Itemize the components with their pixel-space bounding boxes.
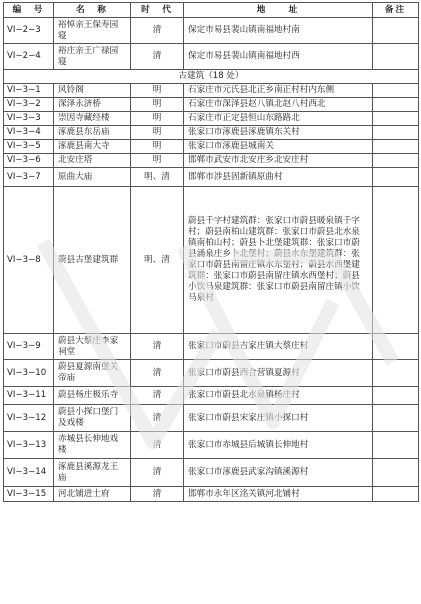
relic-note [373, 44, 419, 70]
relic-name: 涿鹿县南大寺 [54, 140, 131, 154]
relic-name: 裕庄亲王广禄园寝 [54, 44, 131, 70]
relic-name: 深泽永济桥 [54, 98, 131, 112]
relic-note [373, 98, 419, 112]
relic-address: 张家口市赤城县后城镇长伸地村 [184, 432, 373, 459]
table-row [4, 360, 419, 387]
relic-code: VI−3−1 [4, 84, 54, 98]
relic-era: 明 [131, 140, 184, 154]
relic-name: 蔚县夏源南堡关帝庙 [54, 360, 131, 387]
relic-era: 清 [131, 44, 184, 70]
relic-address: 邯郸市武安市北安庄乡北安庄村 [184, 154, 373, 168]
relic-address: 张家口市蔚县吉家庄镇大蔡庄村 [184, 334, 373, 360]
section-header-row [4, 70, 419, 84]
relic-name: 崇因寺藏经楼 [54, 112, 131, 126]
relic-era: 明、清 [131, 187, 184, 334]
relic-note [373, 112, 419, 126]
relic-era: 明 [131, 154, 184, 168]
table-row [4, 84, 419, 98]
relic-era: 清 [131, 334, 184, 360]
table-row [4, 405, 419, 432]
relic-era: 明 [131, 126, 184, 140]
relic-note [373, 432, 419, 459]
table-row [4, 459, 419, 487]
relic-note [373, 459, 419, 487]
relic-code: VI−3−9 [4, 334, 54, 360]
relic-note [373, 360, 419, 387]
relic-code: VI−3−5 [4, 140, 54, 154]
relic-name: 涿鹿县东岳庙 [54, 126, 131, 140]
relic-era: 明 [131, 84, 184, 98]
relic-name: 裕悼亲王保寿园寝 [54, 18, 131, 44]
header-code: 编 号 [4, 3, 54, 18]
relic-address: 张家口市蔚县宋家庄镇小探口村 [184, 405, 373, 432]
table-header-row [4, 3, 419, 18]
header-address: 地 址 [184, 3, 373, 18]
relic-code: VI−3−2 [4, 98, 54, 112]
relic-address: 石家庄市深泽县赵八镇北赵八村西北 [184, 98, 373, 112]
relic-era: 清 [131, 387, 184, 405]
relic-note [373, 334, 419, 360]
relic-name: 赤城县长伸地戏楼 [54, 432, 131, 459]
relic-code: VI−3−6 [4, 154, 54, 168]
relic-note [373, 18, 419, 44]
relic-code: VI−3−8 [4, 187, 54, 334]
relic-code: VI−3−12 [4, 405, 54, 432]
relic-address: 张家口市蔚县北水泉镇杨庄村 [184, 387, 373, 405]
relic-name: 蔚县大蔡庄李家祠堂 [54, 334, 131, 360]
relic-name: 北安庄塔 [54, 154, 131, 168]
relic-address: 邯郸市永年区洺关镇河北铺村 [184, 487, 373, 502]
table-row [4, 387, 419, 405]
relic-era: 清 [131, 405, 184, 432]
table-row [4, 126, 419, 140]
relic-code: VI−3−7 [4, 168, 54, 187]
relic-note [373, 187, 419, 334]
relic-name: 蔚县古堡建筑群 [54, 187, 131, 334]
relic-era: 明 [131, 98, 184, 112]
relic-name: 蔚县小探口堡门及戏楼 [54, 405, 131, 432]
table-row [4, 140, 419, 154]
relic-address: 张家口市涿鹿县城南关 [184, 140, 373, 154]
relic-address: 保定市易县裴山镇南福地村南 [184, 18, 373, 44]
relic-address: 张家口市蔚县西合营镇夏源村 [184, 360, 373, 387]
header-era: 时 代 [131, 3, 184, 18]
relic-address: 蔚县千字村建筑群：张家口市蔚县暖泉镇千字村；蔚县南柏山建筑群：张家口市蔚县北水泉镇南柏山村；蔚县卜北堡建筑群：张家口市蔚县涌泉庄乡卜北堡村；蔚县水东堡建筑群：张家口市蔚县南留庄镇水东堡村；蔚县水西堡建筑群：张家口市蔚县南留庄镇水西堡村；蔚县小饮马泉建筑群：张家口市蔚县南留庄镇小饮马泉村 [184, 187, 373, 334]
relic-era: 清 [131, 459, 184, 487]
relic-note [373, 140, 419, 154]
relic-address: 石家庄市正定县恒山东路路北 [184, 112, 373, 126]
table-row [4, 154, 419, 168]
header-name: 名 称 [54, 3, 131, 18]
table-row [4, 432, 419, 459]
relic-name: 河北铺进士府 [54, 487, 131, 502]
relic-address: 张家口市涿鹿县涿鹿镇东关村 [184, 126, 373, 140]
relic-code: VI−3−3 [4, 112, 54, 126]
relic-code: VI−3−13 [4, 432, 54, 459]
relic-name: 原曲大庙 [54, 168, 131, 187]
relic-code: VI−3−15 [4, 487, 54, 502]
relic-era: 清 [131, 360, 184, 387]
relic-name: 蔚县杨庄极乐寺 [54, 387, 131, 405]
relic-code: VI−3−10 [4, 360, 54, 387]
relic-era: 明 [131, 112, 184, 126]
table-row [4, 487, 419, 502]
relic-note [373, 154, 419, 168]
relic-address: 张家口市涿鹿县武家沟镇溪源村 [184, 459, 373, 487]
relic-code: VI−3−4 [4, 126, 54, 140]
heritage-list-page [3, 2, 418, 502]
table-row [4, 112, 419, 126]
relic-address: 保定市易县裴山镇南福地村西 [184, 44, 373, 70]
relic-address: 石家庄市元氏县北正乡南正村村内东侧 [184, 84, 373, 98]
table-row [4, 334, 419, 360]
relic-note [373, 487, 419, 502]
relic-address: 邯郸市涉县固新镇原曲村 [184, 168, 373, 187]
relic-code: VI−2−4 [4, 44, 54, 70]
relic-era: 清 [131, 18, 184, 44]
table-row [4, 44, 419, 70]
section-title: 古建筑（18 处） [4, 70, 419, 84]
table-row [4, 168, 419, 187]
relic-code: VI−2−3 [4, 18, 54, 44]
relic-note [373, 84, 419, 98]
relic-era: 清 [131, 487, 184, 502]
table-row [4, 18, 419, 44]
relic-note [373, 405, 419, 432]
table-row [4, 187, 419, 334]
relic-note [373, 387, 419, 405]
relic-era: 明、清 [131, 168, 184, 187]
header-note: 备注 [373, 3, 419, 18]
relic-name: 涿鹿县溪源龙王庙 [54, 459, 131, 487]
relic-era: 清 [131, 432, 184, 459]
table-row [4, 98, 419, 112]
relic-code: VI−3−14 [4, 459, 54, 487]
relic-code: VI−3−11 [4, 387, 54, 405]
relic-note [373, 168, 419, 187]
relic-note [373, 126, 419, 140]
relic-name: 风铃阁 [54, 84, 131, 98]
heritage-table [3, 2, 419, 502]
